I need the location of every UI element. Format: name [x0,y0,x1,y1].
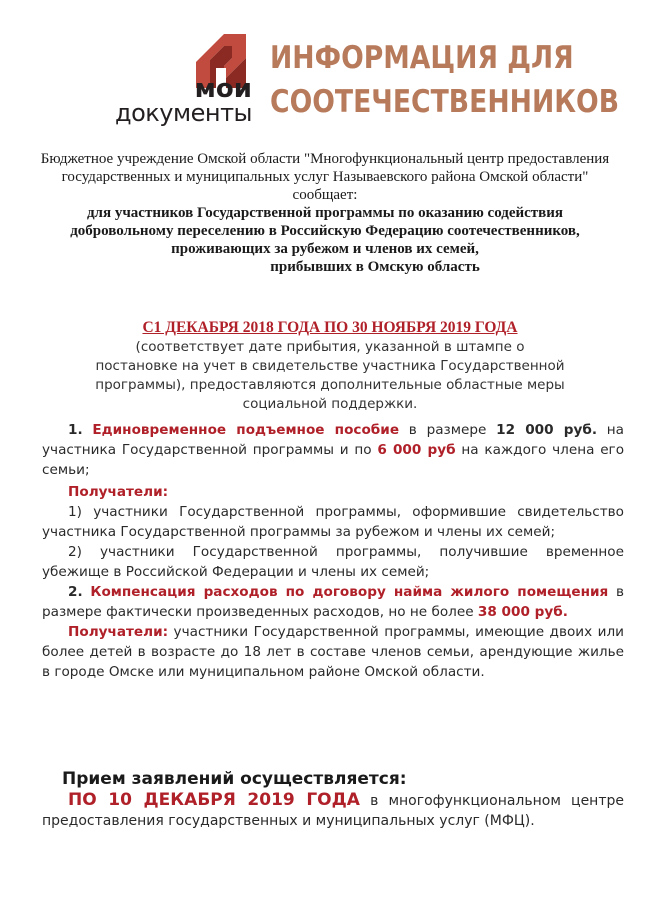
mfc-logo-wordmark [92,74,252,127]
benefit-2 [42,582,624,622]
intro-bold-line: для участников Государственной программы по оказанию содействия [86,205,564,221]
footer-body-text: в многофункциональном центре предоставления государственных и муниципальных услуг (МФЦ). [42,793,624,829]
benefit-1-family-amount: 6 000 руб [377,442,456,458]
deadline-date: ПО 10 ДЕКАБРЯ 2019 ГОДА [68,790,360,810]
benefits-body [42,420,624,682]
benefit-1-recipient-1 [42,502,624,542]
logo-line-2: документы [115,99,252,127]
benefit-2-recipients [42,622,624,682]
recipient-text: участники Государственной программы, оформившие свидетельство участника Государственной программы за рубежом и члены их семей; [42,504,624,540]
period-desc: социальной поддержки. [242,396,418,412]
footer-text [42,790,624,831]
intro-bold-line: прибывших в Омскую область [270,259,480,275]
intro-bold-line: проживающих за рубежом и членов их семей, [171,241,479,257]
benefit-1-text: в размере [399,422,497,438]
period-title: С1 ДЕКАБРЯ 2018 ГОДА ПО 30 НОЯБРЯ 2019 ГОДА [142,319,518,336]
recipient-text: участники Государственной программы, имеющие двоих или более детей в возрасте до 18 лет в составе членов семьи, арендующие жилье в городе Омске или муниципальном районе Омской области. [42,624,624,680]
logo-line-1: мои [194,74,252,104]
footer-heading: Прием заявлений осуществляется: [62,769,407,789]
benefit-1-text: на каждого члена его семьи; [42,442,625,478]
intro-block [30,150,620,276]
recipients-label: Получатели: [68,624,169,640]
recipient-number: 1) [68,504,82,520]
benefit-2-text: в размере фактически произведенных расходов, но не более [42,584,624,620]
benefit-1-text: на участника Государственной программы и по [42,422,624,458]
period-desc: постановке на учет в свидетельстве участника Государственной [95,358,565,374]
recipient-text: участники Государственной программы, получившие временное убежище в Российской Федерации и члены их семей; [42,544,624,580]
footer-block [42,768,624,831]
period-desc: программы), предоставляются дополнительные областные меры [95,377,565,393]
intro-line: государственных и муниципальных услуг Называевского района Омской области" [61,169,589,185]
period-desc: (соответствует дате прибытия, указанной в штампе о [135,339,525,355]
recipient-number: 2) [68,544,82,560]
banner-line-1: ИНФОРМАЦИЯ ДЛЯ [270,40,574,76]
intro-line: Бюджетное учреждение Омской области "Многофункциональный центр предоставления [40,151,610,167]
banner-title [270,36,640,124]
banner-line-2: СООТЕЧЕСТВЕННИКОВ [270,84,620,120]
intro-line: сообщает: [292,187,358,203]
benefit-1-recipient-2 [42,542,624,582]
benefit-2-amount: 38 000 руб. [477,604,568,620]
benefit-1-amount: 12 000 руб. [496,422,597,438]
intro-bold-line: добровольному переселению в Российскую Федерацию соотечественников, [70,223,580,239]
benefit-1-number: 1. [68,422,83,438]
recipients-label: Получатели: [68,484,169,500]
benefit-2-number: 2. [68,584,83,600]
period-block [95,318,565,414]
benefit-1 [42,420,624,480]
benefit-1-recipients-label [42,482,624,502]
benefit-1-title: Единовременное подъемное пособие [92,422,400,438]
benefit-2-title: Компенсация расходов по договору найма жилого помещения [90,584,609,600]
header [0,0,650,150]
